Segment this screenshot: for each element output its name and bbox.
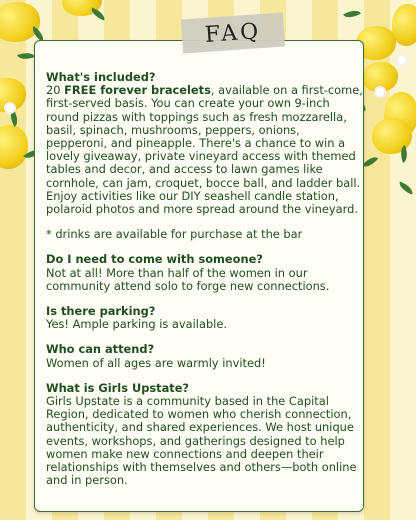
faq-content	[46, 71, 364, 487]
faq-answer: 20 FREE forever bracelets, available on a first-come, first-served basis. You can create your own 9-inch round pizzas with toppings such as fresh mozzarella, basil, spinach, mushrooms, peppers, onions, pepperoni, and pineapple. There's a chance to win a lovely giveaway, private vineyard access with themed tables and decor, and access to lawn games like cornhole, can jam, croquet, bocce ball, and ladder ball. Enjoy activities like our DIY seashell candle station, polaroid photos and more spread around the vineyard.	[46, 83, 363, 217]
faq-answer: Yes! Ample parking is available.	[46, 317, 227, 332]
page-title: FAQ	[204, 18, 262, 48]
faq-question: Who can attend?	[46, 342, 155, 357]
faq-question: What is Girls Upstate?	[46, 380, 190, 395]
faq-answer: Not at all! More than half of the women in our community attend solo to forge new connections.	[46, 265, 330, 293]
faq-note: * drinks are available for purchase at the bar	[46, 227, 303, 242]
faq-answer: Girls Upstate is a community based in the Capital Region, dedicated to women who cherish connection, authenticity, and shared experiences. We host unique events, workshops, and gatherings designed to help women make new connections and deepen their relationships with themselves and others—both online and in person.	[46, 394, 357, 488]
faq-question: What's included?	[46, 70, 156, 84]
faq-question: Do I need to come with someone?	[46, 252, 263, 267]
faq-answer: Women of all ages are warmly invited!	[46, 355, 266, 370]
faq-question: Is there parking?	[46, 304, 156, 319]
faq-answer-highlight: FREE forever bracelets	[64, 83, 211, 98]
